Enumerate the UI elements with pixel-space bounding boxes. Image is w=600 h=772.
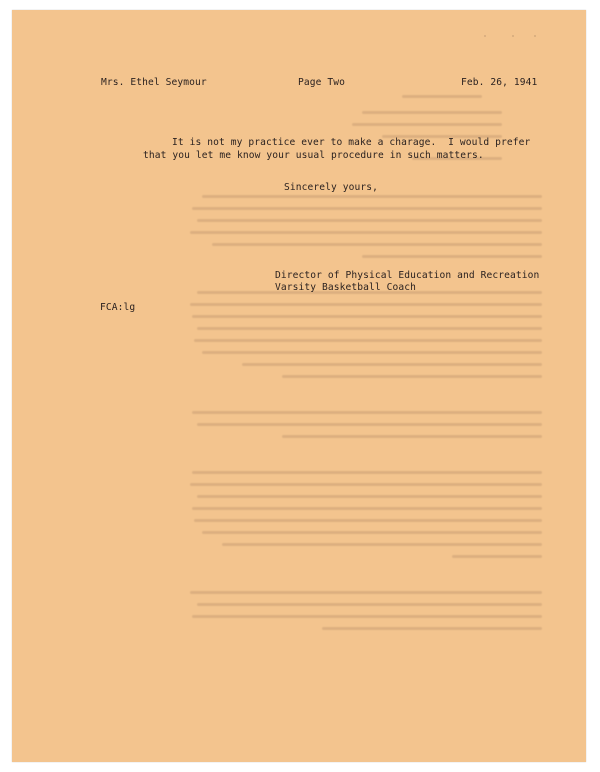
bleed-line — [202, 351, 542, 354]
bleed-line — [197, 219, 542, 222]
bleed-line — [202, 531, 542, 534]
header-recipient: Mrs. Ethel Seymour — [101, 77, 207, 88]
bleed-line — [192, 207, 542, 210]
reverse-side-bleed-through — [182, 95, 542, 655]
body-line-2: that you let me know your usual procedure in such matters. — [143, 150, 484, 161]
header-date: Feb. 26, 1941 — [461, 77, 538, 88]
bleed-line — [190, 303, 542, 306]
bleed-line — [194, 339, 542, 342]
bleed-line — [242, 363, 542, 366]
bleed-line — [362, 111, 502, 114]
bleed-line — [362, 255, 542, 258]
bleed-line — [222, 543, 542, 546]
bleed-line — [202, 195, 542, 198]
bleed-line — [192, 615, 542, 618]
bleed-line — [190, 591, 542, 594]
body-line-1: It is not my practice ever to make a charage. I would prefer — [172, 137, 531, 148]
bleed-line — [212, 243, 542, 246]
bleed-line — [192, 471, 542, 474]
bleed-line — [352, 123, 502, 126]
header-page-number: Page Two — [298, 77, 346, 88]
bleed-line — [197, 327, 542, 330]
bleed-line — [282, 375, 542, 378]
bleed-line — [197, 603, 542, 606]
bleed-line — [197, 423, 542, 426]
bleed-line — [190, 231, 542, 234]
signature-title-1: Director of Physical Education and Recreation — [275, 270, 540, 281]
bleed-line — [282, 435, 542, 438]
bleed-line — [190, 483, 542, 486]
bleed-line — [192, 315, 542, 318]
bleed-line — [192, 507, 542, 510]
bleed-line — [322, 627, 542, 630]
reference-initials: FCA:lg — [100, 302, 136, 313]
bleed-line — [197, 495, 542, 498]
bleed-line — [194, 519, 542, 522]
corner-speck-marks — [482, 35, 542, 39]
bleed-line — [452, 555, 542, 558]
bleed-line — [192, 411, 542, 414]
signature-title-2: Varsity Basketball Coach — [275, 282, 417, 293]
letter-page — [12, 10, 586, 762]
bleed-line — [402, 95, 482, 98]
closing: Sincerely yours, — [284, 182, 379, 193]
